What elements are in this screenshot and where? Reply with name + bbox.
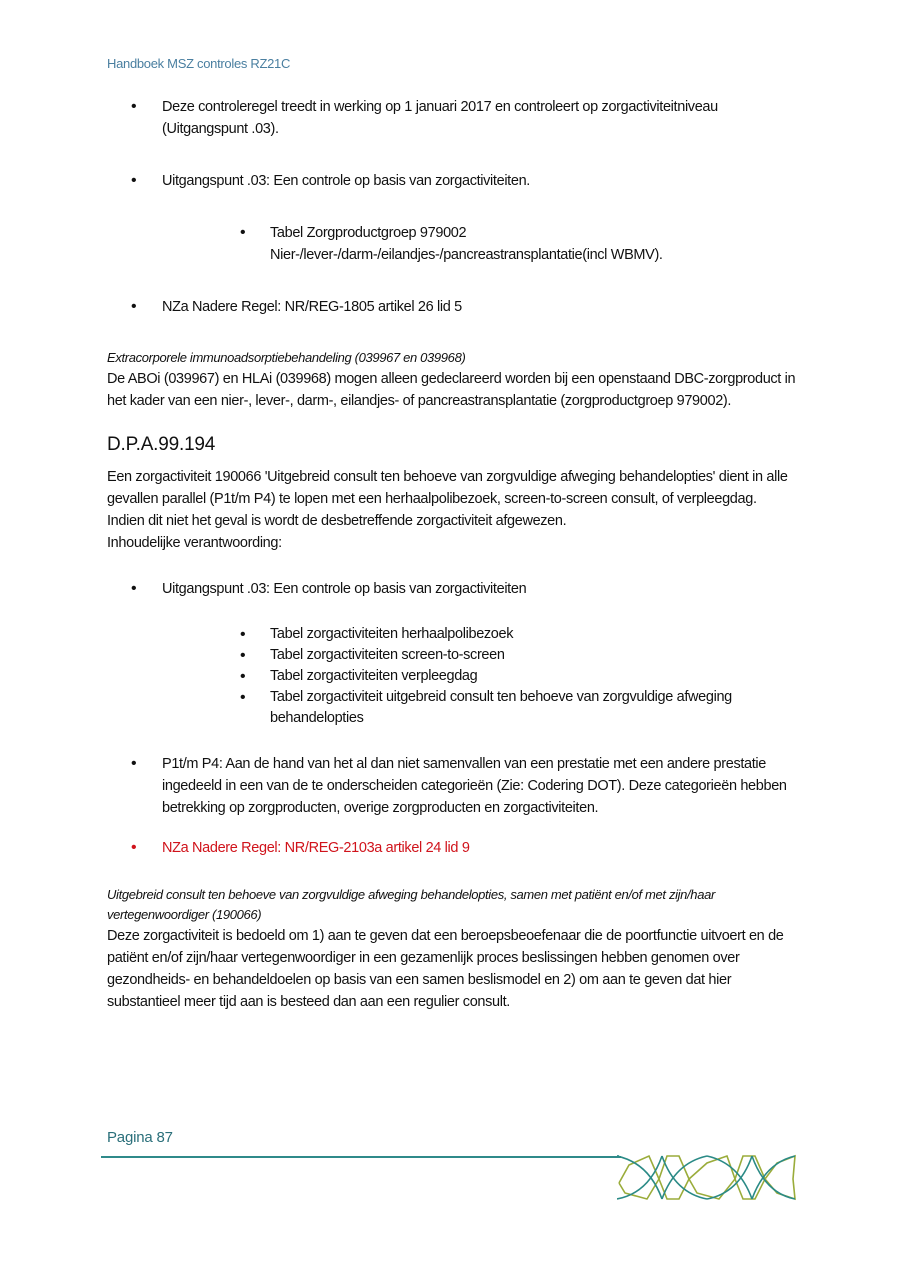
sub-list-item: • Tabel zorgactiviteiten herhaalpolibezoek [107,624,797,645]
list-item: • Uitgangspunt .03: Een controle op basis van zorgactiviteiten [107,578,797,600]
subsection-heading: Extracorporele immunoadsorptiebehandeling (039967 en 039968) [107,350,466,365]
decorative-pattern-logo-icon [617,1153,797,1203]
sub-list-item: • Tabel zorgactiviteiten screen-to-screen [107,645,797,666]
list-item: • Uitgangspunt .03: Een controle op basis van zorgactiviteiten. [107,170,797,192]
consult-section [107,885,797,1013]
paragraph: De ABOi (039967) en HLAi (039968) mogen alleen gedeclareerd worden bij een openstaand DBC-zorgproduct in het kader van een nier-, lever-, darm-, eilandjes- of pancreastransplantatie (zorgproductgroep 979002). [107,371,796,409]
dpa-section [107,432,797,859]
justification-label: Inhoudelijke verantwoording: [107,535,282,551]
top-regulation-list [107,296,797,318]
subsection-heading: Uitgebreid consult ten behoeve van zorgvuldige afweging behandelopties, samen met patiënt en/of met zijn/haar vertegenwoordiger (190066) [107,887,715,922]
logo-teal-arcs [617,1156,795,1199]
list-item: • P1t/m P4: Aan de hand van het al dan niet samenvallen van een prestatie met een andere prestatie ingedeeld in een van de te onderscheiden categorieën (Zie: Codering DOT). Deze categorieën hebben betrekking op zorgproducten, overige zorgproducten en zorgactiviteiten. [107,753,797,819]
page-number: Pagina 87 [107,1129,173,1146]
dpa-sub-bullet-list [107,624,797,729]
sub-list-item: • Tabel Zorgproductgroep 979002 Nier-/lever-/darm-/eilandjes-/pancreastransplantatie(incl WBMV). [107,222,797,266]
top-bullet-list [107,96,797,192]
regulation-reference: • NZa Nadere Regel: NR/REG-2103a artikel 24 lid 9 [107,837,797,859]
top-sub-bullet-list [107,222,797,266]
dpa-bullet-list [107,578,797,600]
regulation-reference: • NZa Nadere Regel: NR/REG-1805 artikel 26 lid 5 [107,296,797,318]
sub-list-item: • Tabel zorgactiviteiten verpleegdag [107,666,797,687]
document-header-title: Handboek MSZ controles RZ21C [107,56,291,71]
sub-list-item: • Tabel zorgactiviteit uitgebreid consult ten behoeve van zorgvuldige afweging behandelopties [107,687,797,729]
logo-olive-shapes [619,1156,795,1199]
list-item: • Deze controleregel treedt in werking op 1 januari 2017 en controleert op zorgactiviteitniveau (Uitgangspunt .03). [107,96,797,140]
section-heading: D.P.A.99.194 [107,434,216,455]
page-content [107,96,797,1013]
footer-divider [101,1156,621,1158]
extracorporeal-section [107,348,797,412]
paragraph: Deze zorgactiviteit is bedoeld om 1) aan te geven dat een beroepsbeoefenaar die de poortfunctie uitvoert en de patiënt en/of zijn/haar vertegenwoordiger in een gezamenlijk proces beslissingen hebben genomen over gezondheids- en behandeldoelen op basis van een samen beslismodel en 2) om aan te geven dat hier substantieel meer tijd aan is besteed dan aan een regulier consult. [107,928,784,1010]
dpa-bullet-list-2 [107,753,797,859]
paragraph: Een zorgactiviteit 190066 'Uitgebreid consult ten behoeve van zorgvuldige afweging behandelopties' dient in alle gevallen parallel (P1t/m P4) te lopen met een herhaalpolibezoek, screen-to-screen consult, of verpleegdag. Indien dit niet het geval is wordt de desbetreffende zorgactiviteit afgewezen. [107,469,788,529]
